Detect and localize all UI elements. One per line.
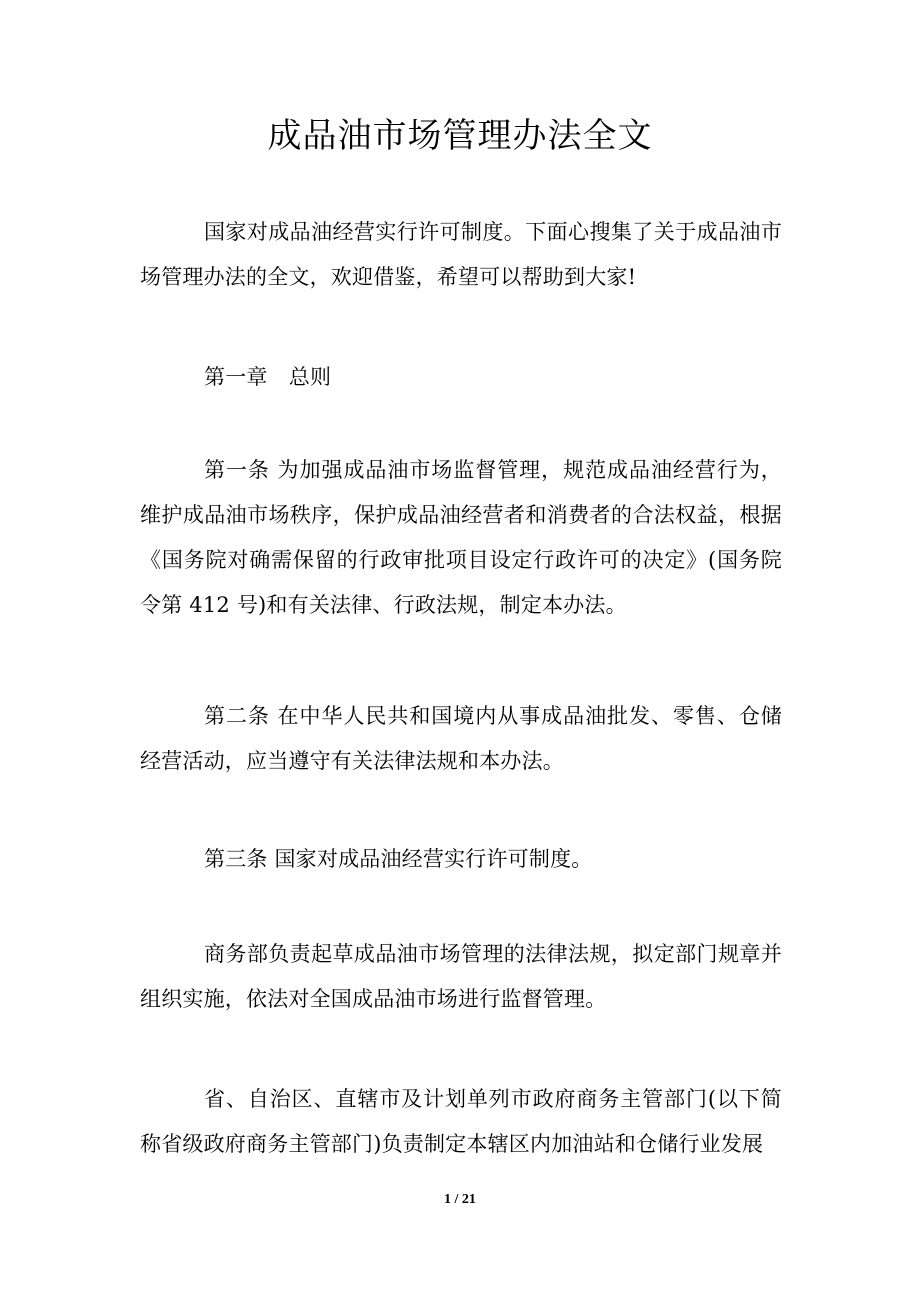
article-3-paragraph: 第三条 国家对成品油经营实行许可制度。: [204, 847, 593, 871]
article-1-paragraph: 第一条 为加强成品油市场监督管理，规范成品油经营行为，维护成品油市场秩序，保护成品油经营者和消费者的合法权益，根据《国务院对确需保留的行政审批项目设定行政许可的决定》(国务院令第 412 号)和有关法律、行政法规，制定本办法。: [140, 458, 782, 617]
document-title: 成品油市场管理办法全文: [267, 116, 653, 156]
chapter-heading: 第一章 总则: [204, 365, 332, 389]
ministry-duty-paragraph: 商务部负责起草成品油市场管理的法律法规，拟定部门规章并组织实施，依法对全国成品油市场进行监督管理。: [140, 942, 782, 1011]
article-2-paragraph: 第二条 在中华人民共和国境内从事成品油批发、零售、仓储经营活动，应当遵守有关法律法规和本办法。: [140, 704, 782, 773]
page-number: 1 / 21: [444, 1192, 476, 1207]
provincial-duty-paragraph: 省、自治区、直辖市及计划单列市政府商务主管部门(以下简称省级政府商务主管部门)负责制定本辖区内加油站和仓储行业发展: [140, 1087, 782, 1156]
intro-paragraph: 国家对成品油经营实行许可制度。下面心搜集了关于成品油市场管理办法的全文，欢迎借鉴，希望可以帮助到大家!: [140, 220, 782, 289]
